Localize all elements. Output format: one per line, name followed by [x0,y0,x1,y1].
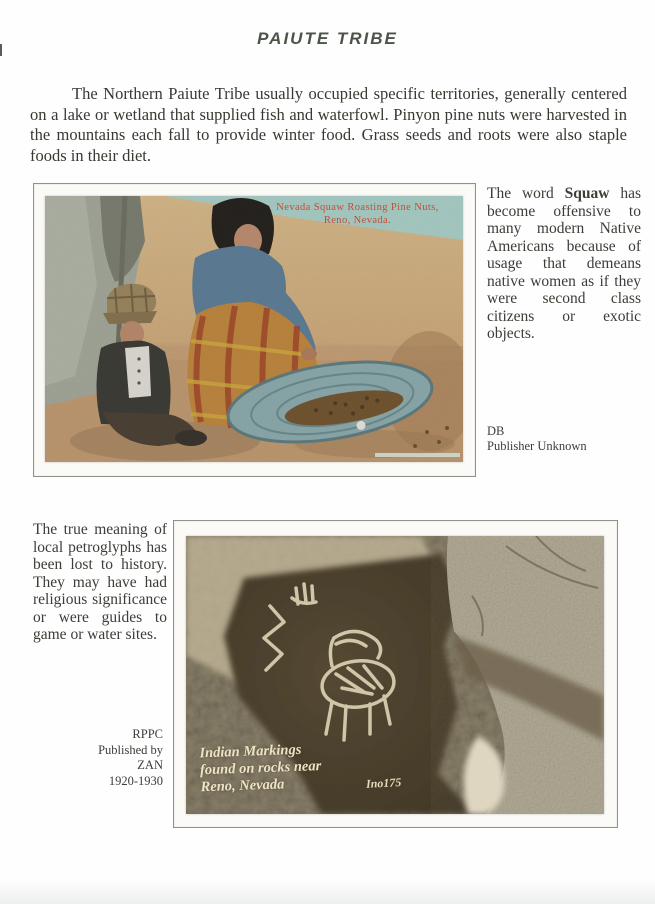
bold-squaw-word: Squaw [564,185,610,202]
postcard1-printed-caption: Nevada Squaw Roasting Pine Nuts, Reno, Nevada. [276,202,439,226]
postcard2-credit: RPPC Published by ZAN 1920-1930 [98,727,163,788]
postcard1-credit: DB Publisher Unknown [487,424,587,453]
postcard-photo-petroglyph [186,536,604,814]
scan-artifact [375,453,460,457]
squaw-side-text: The word Squaw has become offensive to many modern Native Americans because of usage that demeans native women as if they were second class citizens or exotic objects. [487,185,642,342]
postcard2-handwritten-caption: Indian Markings found on rocks near Reno, Nevada [199,741,322,796]
postcard-frame-squaw [33,183,476,477]
intro-paragraph: The Northern Paiute Tribe usually occupied specific territories, generally centered on a lake or wetland that supplied fish and waterfowl. Pinyon pine nuts were harvested in the mountains each fall to provide winter food. Grass seeds and roots were also staple foods in their diet. [30,84,627,165]
petroglyph-side-text: The true meaning of local petroglyphs has been lost to history. They may have had religious significance or were guides to game or water sites. [33,521,167,643]
page-title: PAIUTE TRIBE [257,29,398,48]
postcard-photo-squaw [45,196,463,462]
page-bottom-shadow [0,878,655,904]
postcard2-negative-number: Ino175 [365,775,402,791]
postcard-frame-petroglyph [173,520,618,828]
squaw-postcard-illustration [45,196,463,462]
